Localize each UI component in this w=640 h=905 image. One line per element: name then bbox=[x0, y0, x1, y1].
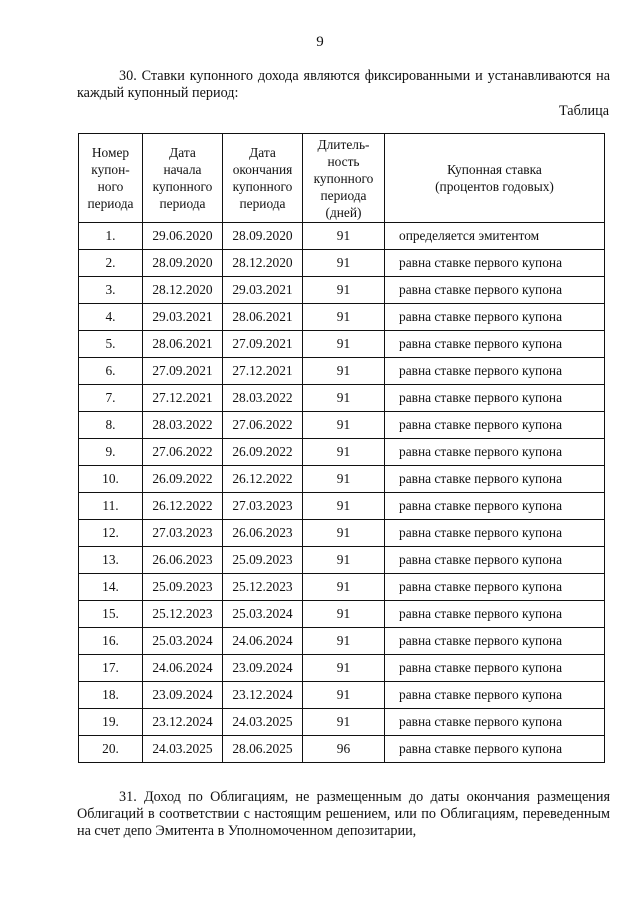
table-header-row bbox=[79, 134, 605, 223]
table-row bbox=[79, 277, 605, 304]
cell-coupon-rate: равна ставке первого купона bbox=[385, 520, 605, 547]
cell-start-date: 27.12.2021 bbox=[143, 385, 223, 412]
table-row bbox=[79, 520, 605, 547]
cell-coupon-rate: равна ставке первого купона bbox=[385, 358, 605, 385]
cell-start-date: 27.06.2022 bbox=[143, 439, 223, 466]
cell-coupon-rate: равна ставке первого купона bbox=[385, 547, 605, 574]
cell-duration: 91 bbox=[303, 331, 385, 358]
cell-end-date: 24.03.2025 bbox=[223, 709, 303, 736]
cell-duration: 91 bbox=[303, 601, 385, 628]
table-row bbox=[79, 223, 605, 250]
table-body bbox=[79, 223, 605, 763]
table-row bbox=[79, 709, 605, 736]
header-start-date: Дата начала купонного периода bbox=[143, 134, 223, 223]
cell-duration: 91 bbox=[303, 574, 385, 601]
cell-coupon-rate: равна ставке первого купона bbox=[385, 439, 605, 466]
table-row bbox=[79, 574, 605, 601]
cell-coupon-rate: равна ставке первого купона bbox=[385, 385, 605, 412]
cell-coupon-rate: равна ставке первого купона bbox=[385, 655, 605, 682]
cell-end-date: 26.12.2022 bbox=[223, 466, 303, 493]
cell-end-date: 23.12.2024 bbox=[223, 682, 303, 709]
cell-duration: 91 bbox=[303, 223, 385, 250]
cell-coupon-rate: равна ставке первого купона bbox=[385, 493, 605, 520]
cell-period-number: 4. bbox=[79, 304, 143, 331]
cell-coupon-rate: равна ставке первого купона bbox=[385, 628, 605, 655]
cell-duration: 91 bbox=[303, 493, 385, 520]
cell-end-date: 27.12.2021 bbox=[223, 358, 303, 385]
cell-end-date: 26.06.2023 bbox=[223, 520, 303, 547]
cell-coupon-rate: равна ставке первого купона bbox=[385, 466, 605, 493]
cell-start-date: 29.06.2020 bbox=[143, 223, 223, 250]
cell-duration: 91 bbox=[303, 682, 385, 709]
cell-end-date: 25.09.2023 bbox=[223, 547, 303, 574]
cell-duration: 91 bbox=[303, 655, 385, 682]
cell-duration: 91 bbox=[303, 628, 385, 655]
cell-period-number: 7. bbox=[79, 385, 143, 412]
cell-coupon-rate: равна ставке первого купона bbox=[385, 736, 605, 763]
cell-end-date: 27.03.2023 bbox=[223, 493, 303, 520]
table-row bbox=[79, 601, 605, 628]
cell-period-number: 15. bbox=[79, 601, 143, 628]
cell-end-date: 28.06.2021 bbox=[223, 304, 303, 331]
cell-duration: 91 bbox=[303, 358, 385, 385]
cell-start-date: 26.12.2022 bbox=[143, 493, 223, 520]
cell-coupon-rate: определяется эмитентом bbox=[385, 223, 605, 250]
cell-period-number: 6. bbox=[79, 358, 143, 385]
cell-duration: 91 bbox=[303, 520, 385, 547]
table-row bbox=[79, 466, 605, 493]
cell-start-date: 26.06.2023 bbox=[143, 547, 223, 574]
cell-coupon-rate: равна ставке первого купона bbox=[385, 250, 605, 277]
table-row bbox=[79, 412, 605, 439]
cell-period-number: 11. bbox=[79, 493, 143, 520]
header-coupon-rate: Купонная ставка (процентов годовых) bbox=[385, 134, 605, 223]
cell-end-date: 25.03.2024 bbox=[223, 601, 303, 628]
cell-duration: 91 bbox=[303, 412, 385, 439]
cell-start-date: 25.12.2023 bbox=[143, 601, 223, 628]
cell-period-number: 17. bbox=[79, 655, 143, 682]
paragraph-31 bbox=[77, 789, 610, 840]
cell-end-date: 24.06.2024 bbox=[223, 628, 303, 655]
table-row bbox=[79, 736, 605, 763]
cell-period-number: 3. bbox=[79, 277, 143, 304]
table-row bbox=[79, 547, 605, 574]
cell-duration: 91 bbox=[303, 304, 385, 331]
cell-period-number: 10. bbox=[79, 466, 143, 493]
cell-period-number: 12. bbox=[79, 520, 143, 547]
cell-end-date: 29.03.2021 bbox=[223, 277, 303, 304]
cell-duration: 91 bbox=[303, 466, 385, 493]
cell-start-date: 24.06.2024 bbox=[143, 655, 223, 682]
page-number: 9 bbox=[316, 34, 324, 50]
paragraph-30 bbox=[77, 68, 610, 102]
paragraph-30-text: 30. Ставки купонного дохода являются фиксированными и устанавливаются на каждый купонный период: bbox=[77, 68, 610, 101]
paragraph-31-text: 31. Доход по Облигациям, не размещенным до даты окончания размещения Облигаций в соответствии с настоящим решением, или по Облигациям, переведенным на счет депо Эмитента в Уполномоченном депозитарии, bbox=[77, 789, 610, 839]
cell-period-number: 13. bbox=[79, 547, 143, 574]
cell-period-number: 9. bbox=[79, 439, 143, 466]
table-row bbox=[79, 493, 605, 520]
cell-start-date: 25.09.2023 bbox=[143, 574, 223, 601]
cell-duration: 91 bbox=[303, 250, 385, 277]
cell-start-date: 29.03.2021 bbox=[143, 304, 223, 331]
cell-start-date: 28.03.2022 bbox=[143, 412, 223, 439]
cell-start-date: 28.09.2020 bbox=[143, 250, 223, 277]
cell-duration: 91 bbox=[303, 385, 385, 412]
cell-period-number: 1. bbox=[79, 223, 143, 250]
table-caption: Таблица bbox=[558, 103, 609, 119]
table-row bbox=[79, 628, 605, 655]
table-row bbox=[79, 682, 605, 709]
cell-start-date: 27.09.2021 bbox=[143, 358, 223, 385]
cell-period-number: 18. bbox=[79, 682, 143, 709]
cell-coupon-rate: равна ставке первого купона bbox=[385, 709, 605, 736]
cell-start-date: 25.03.2024 bbox=[143, 628, 223, 655]
cell-end-date: 23.09.2024 bbox=[223, 655, 303, 682]
cell-coupon-rate: равна ставке первого купона bbox=[385, 331, 605, 358]
cell-period-number: 16. bbox=[79, 628, 143, 655]
table-row bbox=[79, 304, 605, 331]
cell-end-date: 28.03.2022 bbox=[223, 385, 303, 412]
table-row bbox=[79, 385, 605, 412]
cell-end-date: 28.12.2020 bbox=[223, 250, 303, 277]
coupon-rate-table bbox=[78, 133, 605, 763]
cell-coupon-rate: равна ставке первого купона bbox=[385, 277, 605, 304]
cell-duration: 96 bbox=[303, 736, 385, 763]
cell-coupon-rate: равна ставке первого купона bbox=[385, 412, 605, 439]
cell-end-date: 27.09.2021 bbox=[223, 331, 303, 358]
table-row bbox=[79, 655, 605, 682]
cell-period-number: 8. bbox=[79, 412, 143, 439]
cell-period-number: 5. bbox=[79, 331, 143, 358]
cell-duration: 91 bbox=[303, 547, 385, 574]
header-end-date: Дата окончания купонного периода bbox=[223, 134, 303, 223]
table-row bbox=[79, 358, 605, 385]
cell-end-date: 25.12.2023 bbox=[223, 574, 303, 601]
table-row bbox=[79, 250, 605, 277]
cell-coupon-rate: равна ставке первого купона bbox=[385, 682, 605, 709]
cell-duration: 91 bbox=[303, 709, 385, 736]
cell-start-date: 28.06.2021 bbox=[143, 331, 223, 358]
header-period-number: Номер купон- ного периода bbox=[79, 134, 143, 223]
cell-end-date: 26.09.2022 bbox=[223, 439, 303, 466]
cell-period-number: 2. bbox=[79, 250, 143, 277]
cell-duration: 91 bbox=[303, 277, 385, 304]
cell-coupon-rate: равна ставке первого купона bbox=[385, 601, 605, 628]
cell-start-date: 23.09.2024 bbox=[143, 682, 223, 709]
cell-coupon-rate: равна ставке первого купона bbox=[385, 574, 605, 601]
cell-period-number: 20. bbox=[79, 736, 143, 763]
cell-period-number: 19. bbox=[79, 709, 143, 736]
cell-end-date: 27.06.2022 bbox=[223, 412, 303, 439]
cell-start-date: 28.12.2020 bbox=[143, 277, 223, 304]
cell-end-date: 28.09.2020 bbox=[223, 223, 303, 250]
cell-start-date: 24.03.2025 bbox=[143, 736, 223, 763]
cell-coupon-rate: равна ставке первого купона bbox=[385, 304, 605, 331]
header-duration: Длитель- ность купонного периода (дней) bbox=[303, 134, 385, 223]
table-row bbox=[79, 439, 605, 466]
cell-start-date: 26.09.2022 bbox=[143, 466, 223, 493]
cell-period-number: 14. bbox=[79, 574, 143, 601]
cell-start-date: 27.03.2023 bbox=[143, 520, 223, 547]
cell-end-date: 28.06.2025 bbox=[223, 736, 303, 763]
table-row bbox=[79, 331, 605, 358]
cell-duration: 91 bbox=[303, 439, 385, 466]
cell-start-date: 23.12.2024 bbox=[143, 709, 223, 736]
